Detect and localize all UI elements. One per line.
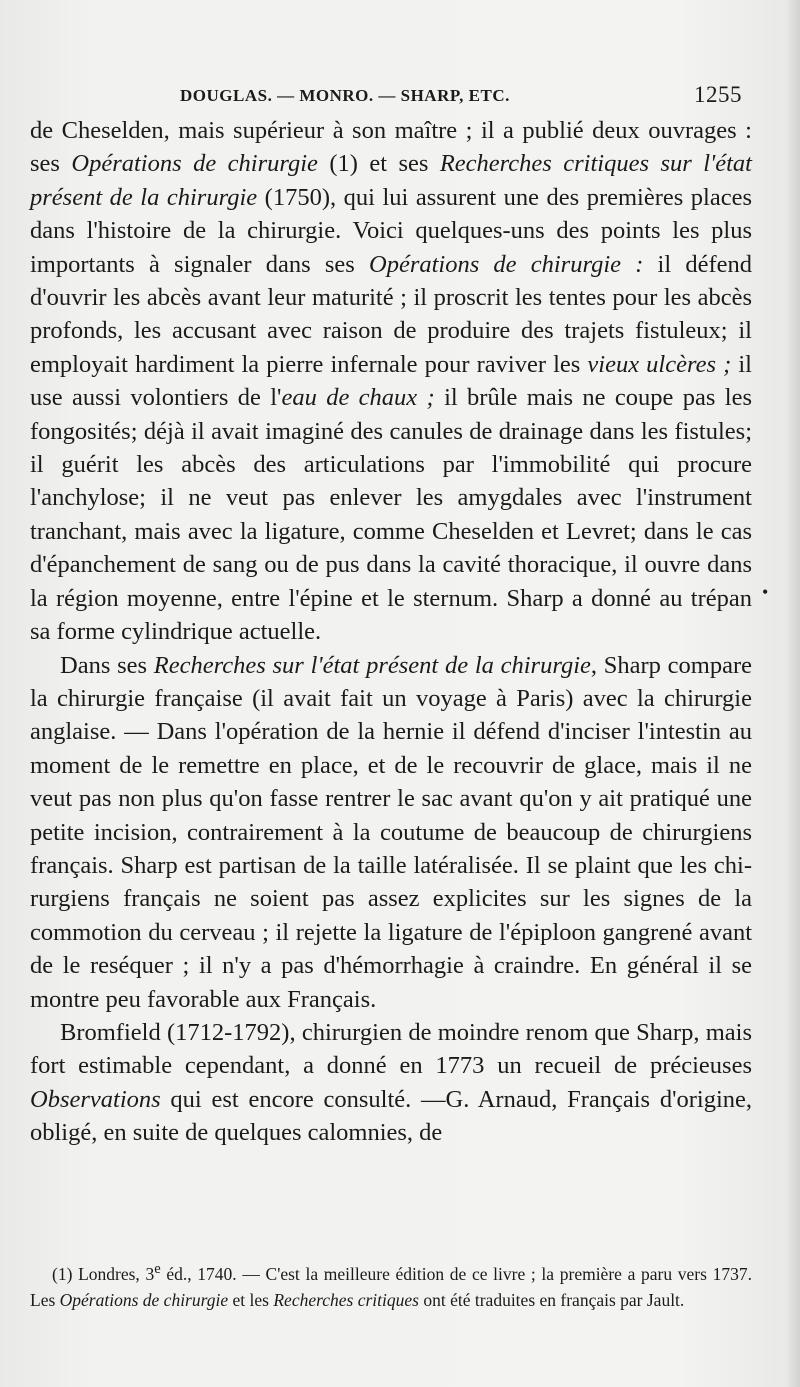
page-gutter-shadow <box>786 0 800 1387</box>
footnote <box>30 1256 752 1314</box>
page-number: 1255 <box>694 82 742 107</box>
text-run: (1) et ses <box>317 150 440 178</box>
text-run: , Sharp compare la chirurgie française (il avait fait un voyage à Paris) avec la chirurgie anglaise. — Dans l'opération de la hernie il défend d'inciser l'intestin au moment de le remettre en place, et de le recouvrir de glace, mais il ne veut pas non plus qu'on fasse rentrer le sac avant qu'on y ait pratiqué une petite incision, contrairement à la coutume de beaucoup de chirurgiens français. Sharp est partisan de la taille latéralisée. Il se plaint que les chirurgiens français ne soient pas assez explicites sur les signes de la commotion du cerveau ; il rejette la ligature de l'épiploon gangrené avant de le reséquer ; il n'y a pas d'hémorrhagie à craindre. En général il se montre peu favorable aux Français. <box>30 651 753 1013</box>
italic-title: Recherches critiques <box>273 1290 419 1311</box>
italic-title: Recherches critiques sur l'état présent de la chirurgie <box>30 150 752 211</box>
text-run: il brûle mais ne coupe pas les fongosités; déjà il avait imaginé des canules de drainage dans les fistules; il guérit les abcès des articulations par l'immobilité qui procure l'anchylose; il ne veut pas enlever les amygdales avec l'instrument tranchant, mais avec la ligature, comme Cheselden et Levret; dans le cas d'épanchement de sang ou de pus dans la cavité thoracique, il ouvre dans la région moyenne, entre l'épine et le sternum. Sharp a donné au trépan sa forme cylindrique actuelle. <box>30 384 752 646</box>
paragraph-2 <box>30 649 752 1016</box>
footnote-1 <box>30 1256 752 1314</box>
running-head: DOUGLAS. — MONRO. — SHARP, ETC. <box>180 86 510 105</box>
paragraph-1 <box>30 114 752 649</box>
italic-title: Opérations de chirurgie <box>59 1290 229 1311</box>
italic-title: Opérations de chirurgie <box>71 150 318 178</box>
italic-term: eau de chaux ; <box>281 384 435 412</box>
text-run: il défend d'ouvrir les abcès avant leur maturité ; il proscrit les tentes pour les abcès profonds, les accusant avec raison de produire des trajets fistuleux; il employait hardiment la pierre infernale pour raviver les <box>30 250 752 378</box>
text-run: éd., 1740. — C'est la meilleure édition de ce livre ; la première a paru vers 1737. Les <box>30 1263 752 1311</box>
text-run: il use aussi volontiers de l' <box>30 350 752 412</box>
italic-title: Recherches sur l'état présent de la chirurgie <box>153 651 591 679</box>
italic-title: Observations <box>30 1085 161 1113</box>
text-run: et les <box>228 1290 274 1311</box>
text-run: Bromfield (1712-1792), chirurgien de moindre renom que Sharp, mais fort estimable cependant, a donné en 1773 un recueil de précieuses <box>30 1018 752 1080</box>
italic-title: Opérations de chirurgie : <box>369 250 644 278</box>
page-header <box>30 82 742 114</box>
text-run: (1750), qui lui assurent une des premières places dans l'histoire de la chirurgie. Voici quelques-uns des points les plus importants à signaler dans ses <box>30 183 753 278</box>
superscript: e <box>154 1261 161 1277</box>
body-text <box>30 114 752 1150</box>
text-run: ont été traduites en français par Jault. <box>418 1290 685 1311</box>
italic-term: vieux ulcères ; <box>587 350 732 378</box>
text-run: (1) Londres, 3 <box>52 1263 155 1284</box>
text-run: qui est encore consulté. —G. Arnaud, Français d'origine, obligé, en suite de quelques calomnies, de <box>30 1085 752 1147</box>
paragraph-3 <box>30 1016 752 1150</box>
margin-mark: • <box>762 582 769 602</box>
text-run: de Cheselden, mais supérieur à son maître ; il a publié deux ouvrages : ses <box>30 117 752 178</box>
text-run: Dans ses <box>60 651 154 679</box>
